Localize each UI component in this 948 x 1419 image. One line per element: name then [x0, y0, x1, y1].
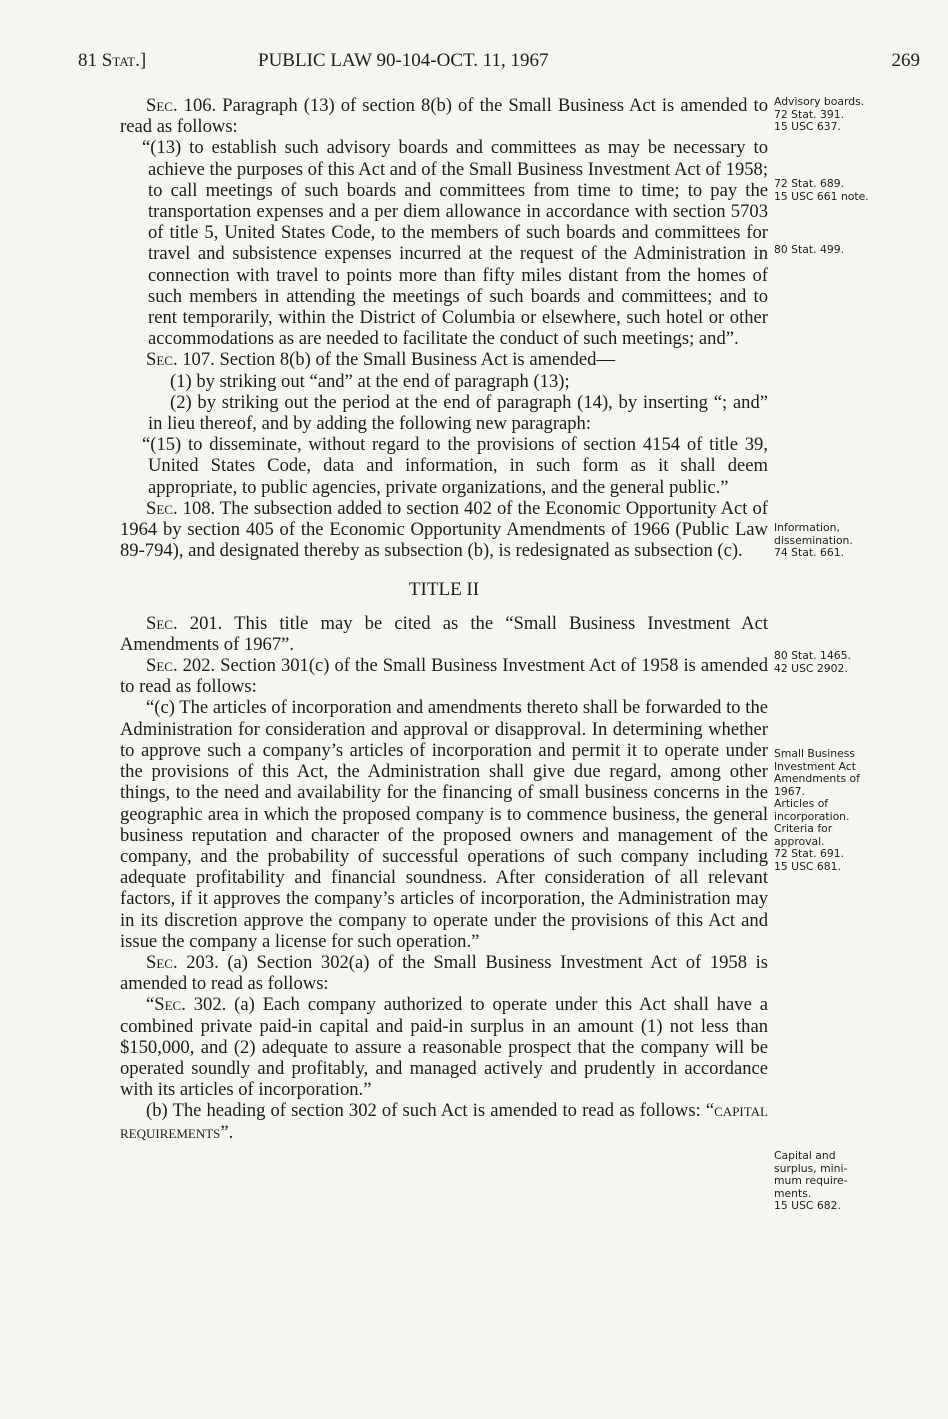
margin-note: 72 Stat. 689. 15 USC 661 note. [774, 177, 869, 203]
item-1: (1) by striking out “and” at the end of paragraph (13); [170, 370, 570, 392]
section-201: Sec. 201. This title may be cited as the “Small Business Investment Act Amendments of 1967”. [120, 612, 768, 655]
section-202: Sec. 202. Section 301(c) of the Small Business Investment Act of 1958 is amended to read as follows: [120, 655, 768, 698]
item-2: (2) by striking out the period at the end of paragraph (14), by inserting “; and” in lieu thereof, and by adding the following new paragraph: [148, 391, 768, 435]
title-ii-heading: TITLE II [408, 579, 480, 601]
quote-paragraph-15: “(15) to disseminate, without regard to the provisions of section 4154 of title 39, United States Code, data and information, in such form as it shall deem appropriate, to public agencies, private organizations, and the general public.” [142, 434, 768, 498]
quote-section-302: “Sec. 302. (a) Each company authorized to operate under this Act shall have a combined private paid-in capital and paid-in surplus in an amount (1) not less than $150,000, and (2) adequate to assure a reasonable prospect that the company will be operated soundly and profitably, and managed actively and prudently in accordance with its articles of incorporation.” [120, 994, 768, 1101]
margin-note: Small Business Investment Act Amendments of 1967. Articles of incorporation. Criteria for approval. 72 Stat. 691. 15 USC 681. [774, 747, 860, 873]
margin-note: Information, dissemination. 74 Stat. 661. [774, 521, 853, 559]
header-volume: 81 Stat.] [78, 50, 147, 71]
page-header [78, 50, 920, 80]
quote-paragraph-13: “(13) to establish such advisory boards and committees as may be necessary to achieve the purposes of this Act and of the Small Business Investment Act of 1958; to call meetings of such boards and committees from time to time; to pay the transportation expenses and a per diem allowance in accordance with section 5703 of title 5, United States Code, to the members of such boards and committees for travel and subsistence expenses incurred at the request of the Administration in connection with travel to points more than fifty miles distant from the homes of such members in attending the meetings of such boards and committees; and to rent temporarily, within the District of Columbia or elsewhere, such hotel or other accommodations as are needed to facilitate the conduct of such meetings; and”. [142, 137, 768, 350]
margin-note: Advisory boards. 72 Stat. 391. 15 USC 637. [774, 95, 865, 133]
margin-note: Capital and surplus, mini- mum require- ments. 15 USC 682. [774, 1149, 848, 1212]
section-107: Sec. 107. Section 8(b) of the Small Business Act is amended— [146, 349, 616, 371]
section-203-b: (b) The heading of section 302 of such Act is amended to read as follows: “capital requirements”. [120, 1100, 768, 1143]
margin-note: 80 Stat. 499. [774, 243, 845, 256]
main-text [120, 95, 768, 1143]
page-number: 269 [891, 50, 920, 71]
section-106: Sec. 106. Paragraph (13) of section 8(b) of the Small Business Act is amended to read as follows: [120, 95, 768, 138]
section-108: Sec. 108. The subsection added to section 402 of the Economic Opportunity Act of 1964 by section 405 of the Economic Opportunity Amendments of 1966 (Public Law 89-794), and designated thereby as subsection (b), is redesignated as subsection (c). [120, 497, 768, 562]
header-title: PUBLIC LAW 90-104-OCT. 11, 1967 [258, 50, 549, 71]
margin-note: 80 Stat. 1465. 42 USC 2902. [774, 649, 851, 675]
section-203: Sec. 203. (a) Section 302(a) of the Small Business Investment Act of 1958 is amended to read as follows: [120, 951, 768, 995]
quote-subsection-c: “(c) The articles of incorporation and amendments thereto shall be forwarded to the Administration for consideration and approval or disapproval. In determining whether to approve such a company’s articles of incorporation and permit it to operate under the provisions of this Act, the Administration shall give due regard, among other things, to the need and availability for the financing of small business concerns in the geographic area in which the proposed company is to commence business, the general business reputation and character of the proposed owners and management of the company, and the probability of successful operations of such company including adequate profitability and financial soundness. After consideration of all relevant factors, if it approves the company’s articles of incorporation, the Administration may in its discretion approve the company to operate under the provisions of this Act and issue the company a license for such operation.” [120, 697, 768, 952]
